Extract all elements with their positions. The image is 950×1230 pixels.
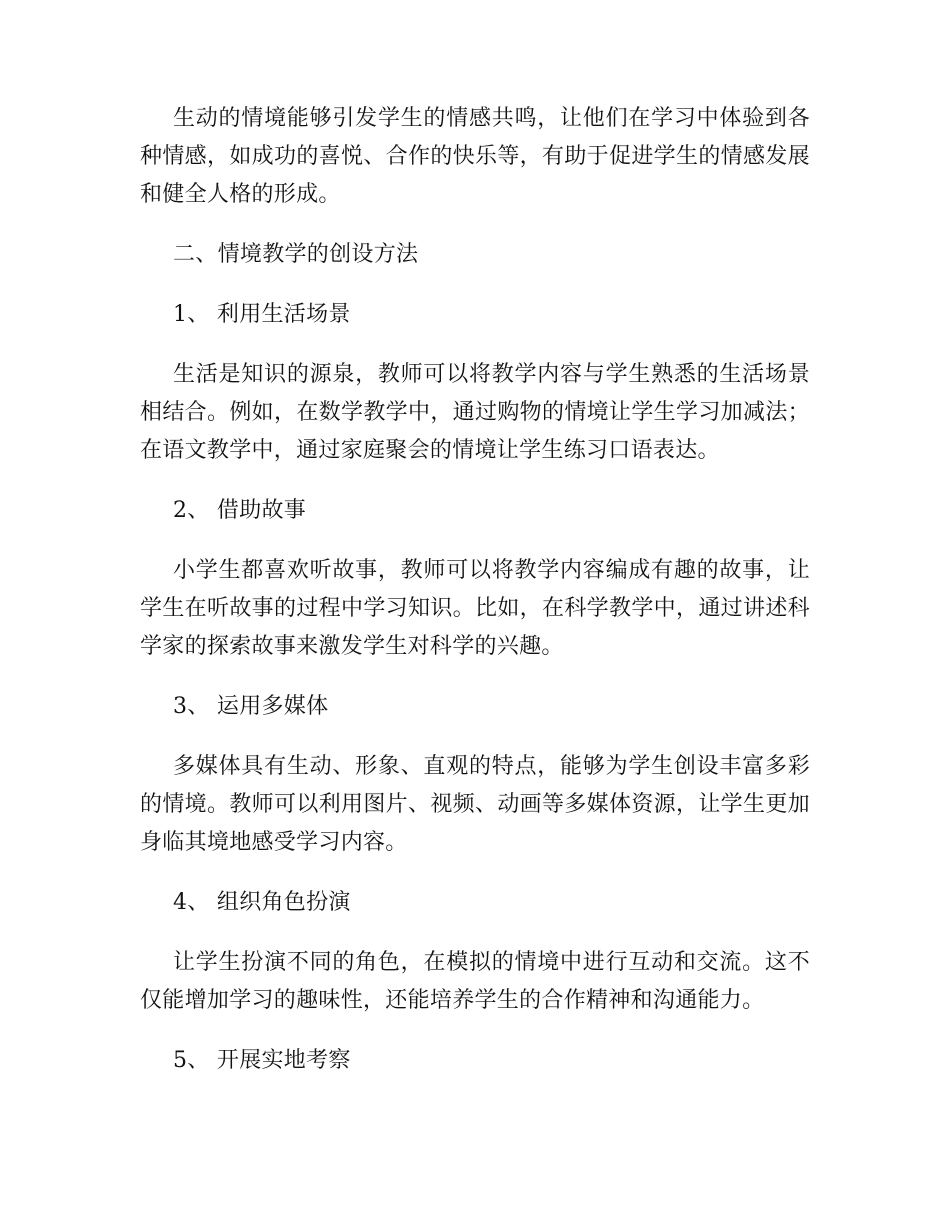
paragraph-multimedia: 多媒体具有生动、形象、直观的特点，能够为学生创设丰富多彩的情境。教师可以利用图片、视频、动画等多媒体资源，让学生更加身临其境地感受学习内容。 <box>140 754 810 855</box>
subheading-multimedia: 3、 运用多媒体 <box>173 694 329 719</box>
subheading-life-scenes: 1、 利用生活场景 <box>173 302 351 327</box>
paragraph-life-scenes: 生活是知识的源泉，教师可以将教学内容与学生熟悉的生活场景相结合。例如，在数学教学中，通过购物的情境让学生学习加减法；在语文教学中，通过家庭聚会的情境让学生练习口语表达。 <box>140 362 810 463</box>
subheading-field-trip: 5、 开展实地考察 <box>173 1048 351 1073</box>
subheading-role-play: 4、 组织角色扮演 <box>173 890 351 915</box>
section-heading-methods: 二、情境教学的创设方法 <box>173 242 419 267</box>
subheading-stories: 2、 借助故事 <box>173 498 307 523</box>
paragraph-emotion: 生动的情境能够引发学生的情感共鸣，让他们在学习中体验到各种情感，如成功的喜悦、合作的快乐等，有助于促进学生的情感发展和健全人格的形成。 <box>140 106 810 207</box>
paragraph-role-play: 让学生扮演不同的角色，在模拟的情境中进行互动和交流。这不仅能增加学习的趣味性，还能培养学生的合作精神和沟通能力。 <box>140 950 810 1013</box>
document-body <box>140 100 810 1102</box>
paragraph-stories: 小学生都喜欢听故事，教师可以将教学内容编成有趣的故事，让学生在听故事的过程中学习知识。比如，在科学教学中，通过讲述科学家的探索故事来激发学生对科学的兴趣。 <box>140 558 810 659</box>
